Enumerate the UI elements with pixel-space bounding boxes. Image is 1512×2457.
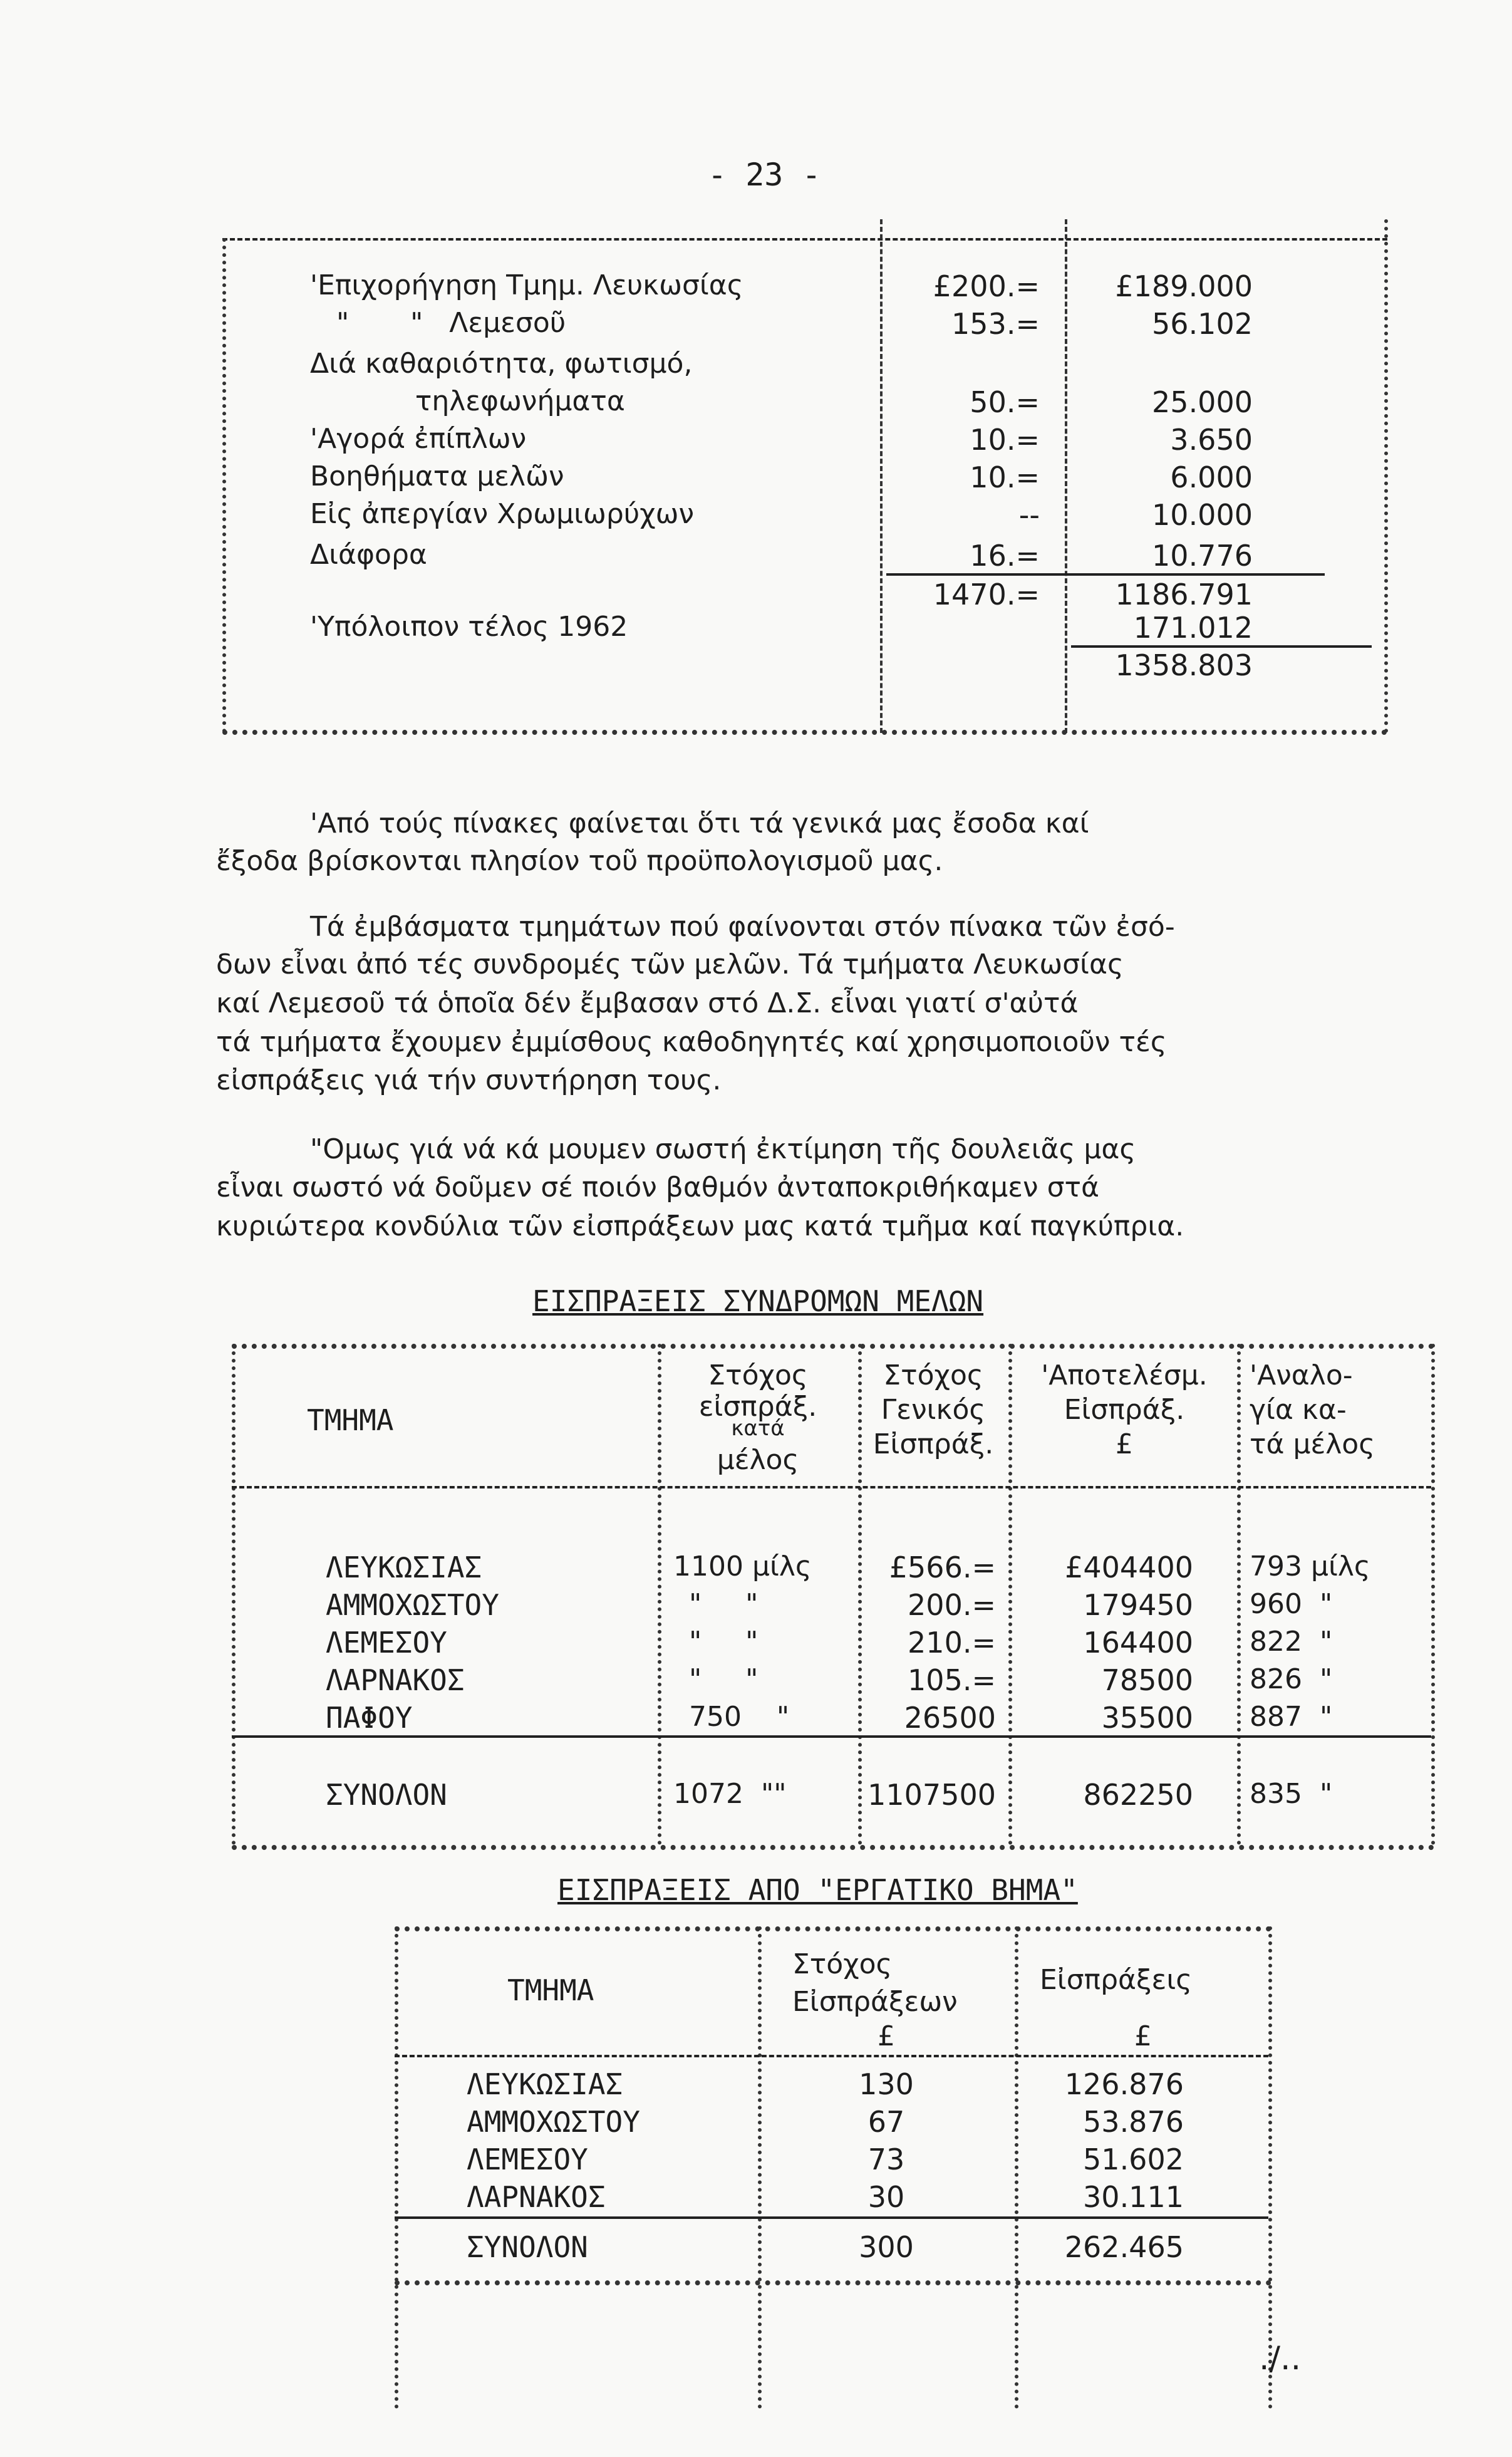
t2-total-income: 262.465	[1064, 2230, 1184, 2264]
t1-header-target-general-3: Εἰσπράξ.	[873, 1428, 994, 1460]
t1-row-1-target-general: 200.=	[908, 1588, 996, 1622]
t1-body-bottom-rule	[232, 1735, 1431, 1738]
budget-subtotal-rule	[886, 573, 1325, 576]
t1-header-result-3: £	[1116, 1428, 1133, 1460]
t2-row-3-dept: ΛΑΡΝΑΚΟΣ	[467, 2180, 606, 2214]
t1-header-result-2: Εἰσπράξ.	[1064, 1394, 1185, 1426]
budget-final-rule	[1071, 645, 1372, 648]
t1-total-dept: ΣΥΝΟΛΟΝ	[326, 1778, 447, 1812]
page-number: - 23 -	[708, 157, 821, 193]
budget-label-0: 'Επιχορήγηση Τμημ. Λευκωσίας	[310, 269, 743, 301]
t1-header-target-member-1: Στόχος	[708, 1359, 808, 1391]
t1-header-result-1: 'Αποτελέσμ.	[1041, 1359, 1208, 1391]
t1-row-1-ratio: 960 "	[1250, 1588, 1333, 1620]
t1-header-target-member-3: κατά	[731, 1416, 785, 1441]
t2-header-target-3: £	[878, 2020, 895, 2052]
t2-header-income-1: Εἰσπράξεις	[1040, 1964, 1193, 1996]
t1-row-0-dept: ΛΕΥΚΩΣΙΑΣ	[326, 1551, 482, 1584]
t1-row-4-ratio: 887 "	[1250, 1701, 1333, 1733]
t1-row-0-result: £404400	[1065, 1551, 1193, 1584]
paragraph-2-line-4: τά τμήματα ἔχουμεν ἐμμίσθους καθοδηγητές καί χρησιμοποιοῦν τές	[216, 1026, 1167, 1058]
budget-col-divider-2	[1065, 219, 1067, 733]
budget-right-border	[1384, 219, 1388, 733]
t1-row-2-result: 164400	[1083, 1626, 1193, 1660]
budget-total-b: 1186.791	[1115, 578, 1253, 611]
budget-label-4: 'Αγορά ἐπίπλων	[310, 423, 527, 455]
budget-label-6: Εἰς ἀπεργίαν Χρωμιωρύχων	[310, 498, 695, 530]
t1-row-3-ratio: 826 "	[1250, 1663, 1333, 1695]
t2-row-2-income: 51.602	[1083, 2143, 1184, 2176]
t2-bottom-rule	[395, 2280, 1271, 2285]
budget-b-1: 56.102	[1152, 307, 1253, 341]
budget-balance-label: 'Υπόλοιπον τέλος 1962	[310, 611, 628, 643]
t1-row-3-dept: ΛΑΡΝΑΚΟΣ	[326, 1663, 465, 1697]
budget-final-value: 1358.803	[1115, 648, 1253, 682]
budget-a-4: 10.=	[970, 423, 1040, 457]
budget-top-rule	[222, 238, 1387, 241]
budget-left-border	[222, 238, 226, 733]
ergatiko-vima-title: ΕΙΣΠΡΑΞΕΙΣ ΑΠΟ "ΕΡΓΑΤΙΚΟ ΒΗΜΑ"	[557, 1873, 1078, 1907]
t2-body-bottom-rule	[395, 2216, 1268, 2219]
budget-label-2: Διά καθαριότητα, φωτισμό,	[310, 348, 693, 380]
paragraph-3-line-2: εἶναι σωστό νά δοῦμεν σέ ποιόν βαθμόν ἀνταποκριθήκαμεν στά	[216, 1171, 1099, 1203]
t2-row-0-dept: ΛΕΥΚΩΣΙΑΣ	[467, 2067, 623, 2101]
t2-header-dept: ΤΜΗΜΑ	[507, 1973, 594, 2007]
paragraph-2-line-5: εἰσπράξεις γιά τήν συντήρηση τους.	[216, 1064, 722, 1096]
t1-row-3-target-general: 105.=	[908, 1663, 996, 1697]
t1-header-ratio-2: γία κα-	[1250, 1394, 1347, 1426]
paragraph-2-line-3: καί Λεμεσοῦ τά ὁποῖα δέν ἔμβασαν στό Δ.Σ. εἶναι γιατί σ'αὐτά	[216, 987, 1079, 1019]
t1-row-3-target-member: " "	[689, 1663, 759, 1695]
budget-b-0: £189.000	[1115, 269, 1253, 303]
t1-header-target-member-4: μέλος	[717, 1444, 799, 1476]
t1-row-4-target-member: 750 "	[689, 1701, 790, 1733]
t1-row-2-target-general: 210.=	[908, 1626, 996, 1660]
t1-row-1-result: 179450	[1083, 1588, 1193, 1622]
t2-row-1-target: 67	[867, 2105, 905, 2139]
continuation-mark: ./..	[1259, 2340, 1302, 2377]
budget-b-3: 25.000	[1152, 385, 1253, 419]
t1-row-0-target-member: 1100 μίλς	[673, 1551, 812, 1582]
t2-header-income-2: £	[1134, 2020, 1152, 2052]
budget-col-divider-1	[880, 219, 883, 733]
budget-a-0: £200.=	[933, 269, 1040, 303]
t1-total-ratio: 835 "	[1250, 1778, 1333, 1810]
t2-row-1-dept: ΑΜΜΟΧΩΣΤΟΥ	[467, 2105, 640, 2139]
budget-label-7: Διάφορα	[310, 539, 427, 571]
budget-b-7: 10.776	[1152, 539, 1253, 573]
t2-left-border	[395, 1926, 398, 2409]
t1-header-target-general-2: Γενικός	[881, 1394, 986, 1426]
budget-b-4: 3.650	[1170, 423, 1253, 457]
t1-total-target-general: 1107500	[867, 1778, 996, 1812]
paragraph-3-line-3: κυριώτερα κονδύλια τῶν εἰσπράξεων μας κατά τμῆμα καί παγκύπρια.	[216, 1210, 1184, 1242]
budget-a-1: 153.=	[951, 307, 1040, 341]
t1-bottom-rule	[232, 1845, 1434, 1850]
t2-divider-1	[758, 1926, 762, 2409]
t2-total-target: 300	[859, 2230, 914, 2264]
membership-dues-title: ΕΙΣΠΡΑΞΕΙΣ ΣΥΝΔΡΟΜΩΝ ΜΕΛΩΝ	[532, 1284, 984, 1318]
budget-b-5: 6.000	[1170, 460, 1253, 494]
t2-row-0-target: 130	[859, 2067, 914, 2101]
budget-a-7: 16.=	[970, 539, 1040, 573]
t1-header-dept: ΤΜΗΜΑ	[307, 1403, 394, 1437]
t2-top-rule	[395, 1926, 1271, 1931]
t1-row-4-result: 35500	[1101, 1701, 1193, 1735]
budget-label-3: τηλεφωνήματα	[310, 385, 625, 417]
t1-total-target-member: 1072 ""	[673, 1778, 787, 1810]
budget-label-1: " " Λεμεσοῦ	[310, 307, 566, 339]
budget-label-5: Βοηθήματα μελῶν	[310, 460, 564, 492]
t1-right-border	[1431, 1344, 1435, 1845]
t1-row-0-target-general: £566.=	[889, 1551, 996, 1584]
budget-a-6: --	[1018, 498, 1040, 532]
t1-header-target-member-2: εἰσπράξ.	[698, 1391, 817, 1423]
t2-row-2-target: 73	[867, 2143, 905, 2176]
t1-row-4-target-general: 26500	[904, 1701, 996, 1735]
t1-left-border	[232, 1344, 236, 1845]
t1-header-ratio-1: 'Αναλο-	[1250, 1359, 1353, 1391]
t2-divider-2	[1015, 1926, 1018, 2409]
t1-row-1-target-member: " "	[689, 1588, 759, 1620]
t1-total-result: 862250	[1083, 1778, 1193, 1812]
t1-header-rule	[232, 1486, 1431, 1488]
t1-divider-4	[1237, 1344, 1241, 1845]
t1-row-3-result: 78500	[1101, 1663, 1193, 1697]
t1-divider-1	[658, 1344, 661, 1845]
t1-row-0-ratio: 793 μίλς	[1250, 1551, 1370, 1582]
t2-total-dept: ΣΥΝΟΛΟΝ	[467, 2230, 588, 2264]
paragraph-1-line-2: ἔξοδα βρίσκονται πλησίον τοῦ προϋπολογισμοῦ μας.	[216, 845, 943, 877]
t2-row-2-dept: ΛΕΜΕΣΟΥ	[467, 2143, 588, 2176]
budget-total-a: 1470.=	[933, 578, 1040, 611]
t2-row-3-income: 30.111	[1083, 2180, 1184, 2214]
budget-a-3: 50.=	[970, 385, 1040, 419]
t2-row-0-income: 126.876	[1064, 2067, 1184, 2101]
t1-top-rule	[232, 1344, 1434, 1349]
t2-header-target-2: Εἰσπράξεων	[792, 1986, 958, 2018]
budget-bottom-rule	[222, 730, 1387, 735]
paragraph-2-line-1: Τά ἐμβάσματα τμημάτων πού φαίνονται στόν πίνακα τῶν ἐσό-	[310, 911, 1175, 943]
t1-row-2-dept: ΛΕΜΕΣΟΥ	[326, 1626, 447, 1660]
paragraph-1-line-1: 'Από τούς πίνακες φαίνεται ὅτι τά γενικά μας ἔσοδα καί	[310, 808, 1089, 839]
t2-right-border	[1268, 1926, 1272, 2409]
budget-a-5: 10.=	[970, 460, 1040, 494]
t2-row-3-target: 30	[867, 2180, 905, 2214]
paragraph-2-line-2: δων εἶναι ἀπό τές συνδρομές τῶν μελῶν. Τά τμήματα Λευκωσίας	[216, 948, 1124, 980]
t2-header-rule	[395, 2055, 1268, 2057]
paragraph-3-line-1: "Ομως γιά νά κά μουμεν σωστή ἐκτίμηση τῆς δουλειᾶς μας	[310, 1133, 1136, 1165]
t1-header-ratio-3: τά μέλος	[1250, 1428, 1375, 1460]
budget-b-6: 10.000	[1152, 498, 1253, 532]
t1-header-target-general-1: Στόχος	[883, 1359, 983, 1391]
t1-row-4-dept: ΠΑΦΟΥ	[326, 1701, 413, 1735]
t1-row-2-ratio: 822 "	[1250, 1626, 1333, 1658]
t1-row-2-target-member: " "	[689, 1626, 759, 1658]
t2-row-1-income: 53.876	[1083, 2105, 1184, 2139]
t1-row-1-dept: ΑΜΜΟΧΩΣΤΟΥ	[326, 1588, 499, 1622]
t2-header-target-1: Στόχος	[792, 1948, 893, 1980]
budget-balance-value: 171.012	[1133, 611, 1253, 645]
